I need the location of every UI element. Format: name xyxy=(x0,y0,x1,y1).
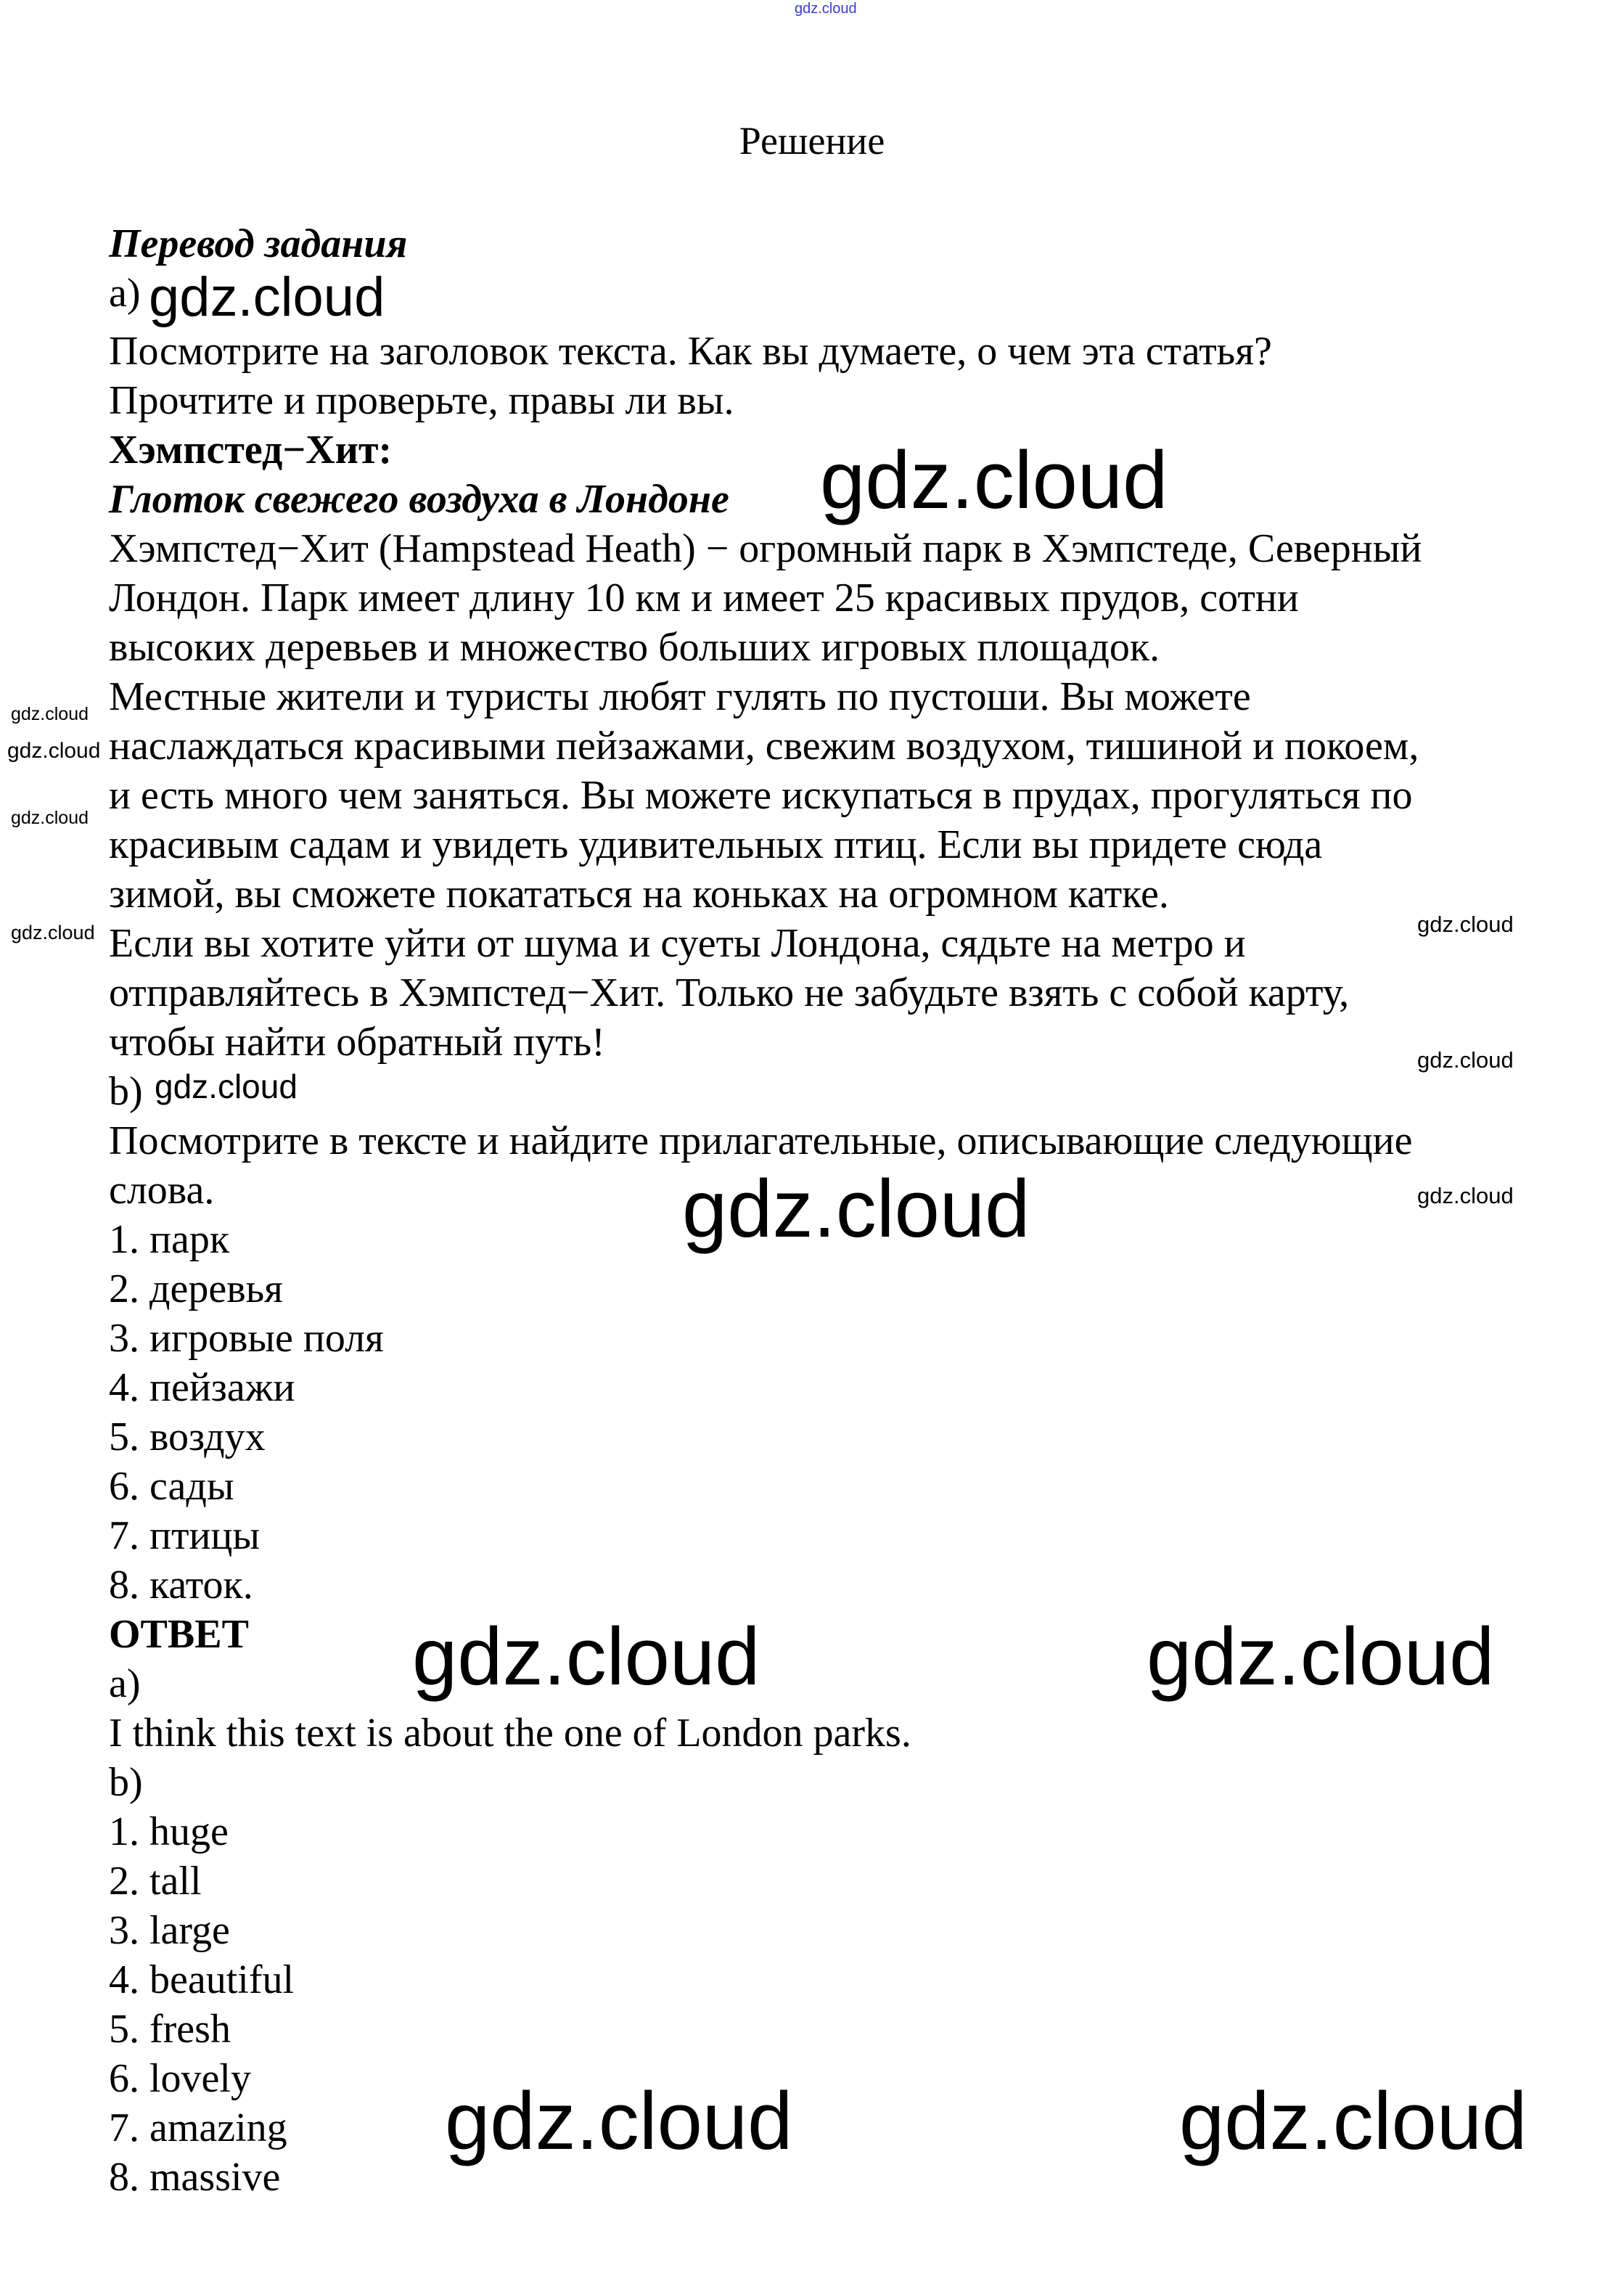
watermark: gdz.cloud xyxy=(149,266,385,328)
answer-part-a-text: I think this text is about the one of London parks. xyxy=(109,1711,911,1756)
article-line: красивым садам и увидеть удивительных птиц. Если вы придете сюда xyxy=(109,822,1323,867)
watermark: gdz.cloud xyxy=(820,435,1168,525)
watermark: gdz.cloud xyxy=(1417,912,1514,937)
task-instruction-line: слова. xyxy=(109,1168,215,1213)
watermark: gdz.cloud xyxy=(1417,1183,1514,1208)
task-part-a-label: а) xyxy=(109,271,141,316)
watermark: gdz.cloud xyxy=(155,1068,298,1105)
article-line: Хэмпстед−Хит (Hampstead Heath) − огромный парк в Хэмпстеде, Северный xyxy=(109,526,1422,571)
task-list-item: 2. деревья xyxy=(109,1266,283,1311)
article-line: зимой, вы сможете покататься на коньках на огромном катке. xyxy=(109,872,1169,917)
header-watermark: gdz.cloud xyxy=(795,1,857,17)
task-instruction-line: Посмотрите на заголовок текста. Как вы думаете, о чем эта статья? xyxy=(109,329,1272,374)
task-list-item: 5. воздух xyxy=(109,1414,266,1459)
answer-list-item: 3. large xyxy=(109,1908,230,1953)
answer-list-item: 8. massive xyxy=(109,2155,281,2200)
answer-part-b-label: b) xyxy=(109,1760,143,1805)
watermark: gdz.cloud xyxy=(11,704,89,724)
task-list-item: 4. пейзажи xyxy=(109,1365,295,1410)
article-line: наслаждаться красивыми пейзажами, свежим воздухом, тишиной и покоем, xyxy=(109,724,1419,769)
answer-heading: ОТВЕТ xyxy=(109,1612,249,1657)
task-list-item: 7. птицы xyxy=(109,1513,261,1558)
task-list-item: 6. сады xyxy=(109,1464,234,1509)
article-subtitle: Глоток свежего воздуха в Лондоне xyxy=(109,477,729,522)
article-line: Местные жители и туристы любят гулять по пустоши. Вы можете xyxy=(109,674,1251,719)
article-line: и есть много чем заняться. Вы можете искупаться в прудах, прогуляться по xyxy=(109,773,1413,818)
task-list-item: 3. игровые поля xyxy=(109,1316,384,1361)
watermark: gdz.cloud xyxy=(11,922,95,943)
page-title: Решение xyxy=(739,119,885,163)
task-list-item: 1. парк xyxy=(109,1217,230,1262)
article-line: чтобы найти обратный путь! xyxy=(109,1020,605,1065)
watermark: gdz.cloud xyxy=(445,2076,793,2166)
answer-list-item: 7. amazing xyxy=(109,2105,287,2150)
answer-list-item: 5. fresh xyxy=(109,2007,231,2052)
article-line: Лондон. Парк имеет длину 10 км и имеет 25 красивых прудов, сотни xyxy=(109,576,1299,621)
watermark: gdz.cloud xyxy=(682,1163,1030,1254)
watermark: gdz.cloud xyxy=(7,739,101,763)
article-line: Если вы хотите уйти от шума и суеты Лондона, сядьте на метро и xyxy=(109,921,1246,966)
article-line: отправляйтесь в Хэмпстед−Хит. Только не забудьте взять с собой карту, xyxy=(109,970,1350,1015)
answer-list-item: 1. huge xyxy=(109,1809,229,1854)
article-title: Хэмпстед−Хит: xyxy=(109,427,393,472)
article-line: высоких деревьев и множество больших игровых площадок. xyxy=(109,625,1160,670)
answer-list-item: 6. lovely xyxy=(109,2056,251,2101)
watermark: gdz.cloud xyxy=(412,1611,760,1702)
task-list-item: 8. каток. xyxy=(109,1563,253,1608)
watermark: gdz.cloud xyxy=(11,808,89,828)
watermark: gdz.cloud xyxy=(1417,1047,1514,1073)
watermark: gdz.cloud xyxy=(1147,1611,1495,1702)
task-heading: Перевод задания xyxy=(109,221,408,266)
answer-list-item: 2. tall xyxy=(109,1859,202,1904)
task-instruction-line: Посмотрите в тексте и найдите прилагательные, описывающие следующие xyxy=(109,1118,1413,1163)
answer-part-a-label: a) xyxy=(109,1661,141,1706)
task-part-b-label: b) xyxy=(109,1069,143,1114)
watermark: gdz.cloud xyxy=(1179,2076,1527,2166)
answer-list-item: 4. beautiful xyxy=(109,1957,295,2002)
task-instruction-line: Прочтите и проверьте, правы ли вы. xyxy=(109,378,734,423)
